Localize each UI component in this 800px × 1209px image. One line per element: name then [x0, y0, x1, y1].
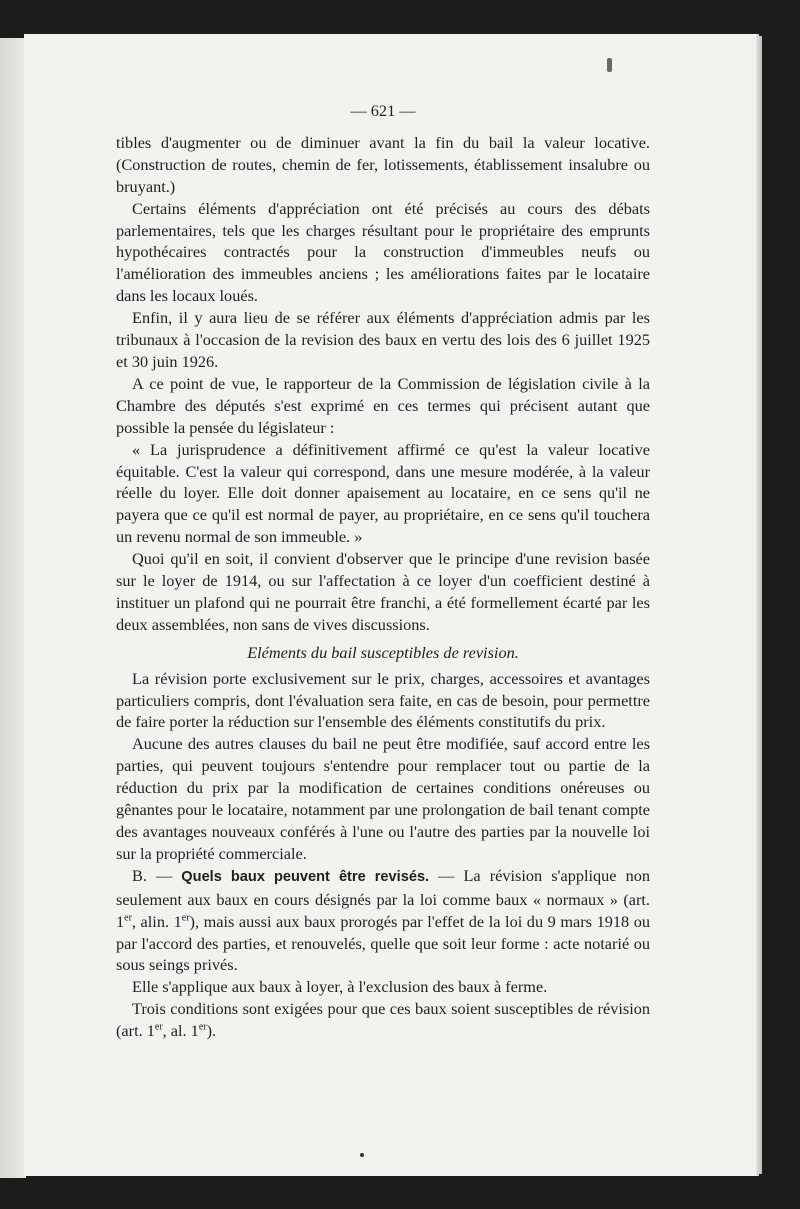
- page-number: — 621 —: [350, 101, 416, 120]
- paragraph: [116, 998, 650, 1042]
- paragraph: A ce point de vue, le rapporteur de la Commission de législation civile à la Chambre des députés s'est exprimé en ces termes qui précisent autant que possible la pensée du législateur :: [116, 373, 650, 437]
- paragraph: La révision porte exclusivement sur le prix, charges, accessoires et avantages particuliers compris, dont l'évaluation sera faite, en cas de besoin, pour permettre de faire porter la réduction sur l'ensemble des éléments constitutifs du prix.: [116, 668, 650, 732]
- ink-mark: [607, 58, 612, 72]
- superscript: er: [124, 912, 132, 924]
- text-run: Trois conditions sont exigées pour que ces baux soient susceptibles de révision (art. 1: [116, 999, 650, 1041]
- section-b-heading: Quels baux peuvent être revisés.: [181, 868, 430, 885]
- ink-dot: [360, 1153, 364, 1157]
- paragraph: Aucune des autres clauses du bail ne peut être modifiée, sauf accord entre les parties, qui peuvent toujours s'entendre pour remplacer tout ou partie de la réduction du prix par la modification de certaines conditions onéreuses ou gênantes pour le locataire, notamment par une prolongation de bail tenant compte des avantages nouveaux conférés à l'une ou l'autre des parties par la nouvelle loi sur la propriété commerciale.: [116, 734, 650, 863]
- page-text: [116, 100, 650, 1042]
- text-run: ), mais aussi aux baux prorogés par l'effet de la loi du 9 mars 1918 ou par l'accord des parties, et renouvelés, quelle que soit leur forme : acte notarié ou sous seings privés.: [116, 911, 650, 975]
- superscript: er: [198, 1021, 207, 1033]
- quoted-paragraph: « La jurisprudence a définitivement affirmé ce qu'est la valeur locative équitable. C'est la valeur qui correspond, dans une mesure modérée, à la valeur réelle du loyer. Elle doit donner apaisement au locataire, en ce sens qu'il ne payera que ce qu'il est normal de payer, au propriétaire, en ce sens qu'il touchera un revenu normal de son immeuble. »: [116, 439, 650, 547]
- text-run: ).: [206, 1021, 217, 1041]
- paragraph: Quoi qu'il en soit, il convient d'observer que le principe d'une revision basée sur le loyer de 1914, ou sur l'affectation à ce loyer d'un coefficient destiné à instituer un plafond qui ne pourrait être franchi, a été formellement écarté par les deux assemblées, non sans de vives discussions.: [116, 549, 650, 634]
- superscript: er: [154, 1021, 163, 1033]
- section-heading: Eléments du bail susceptibles de revision.: [247, 642, 519, 662]
- text-run: — La révision s'applique non seulement aux baux en cours désignés par la loi comme baux « normaux » (art. 1: [116, 865, 650, 931]
- section-letter: B. —: [132, 865, 182, 885]
- paragraph: Enfin, il y aura lieu de se référer aux éléments d'appréciation admis par les tribunaux à l'occasion de la revision des baux en vertu des lois des 6 juillet 1925 et 30 juin 1926.: [116, 308, 650, 371]
- page-stack-edge: [756, 36, 762, 1174]
- text-run: , al. 1: [162, 1021, 199, 1041]
- paragraph: tibles d'augmenter ou de diminuer avant la fin du bail la valeur locative. (Construction de routes, chemin de fer, lotissements, établissement insalubre ou bruyant.): [116, 132, 650, 196]
- paragraph: Certains éléments d'appréciation ont été précisés au cours des débats parlementaires, tels que les charges résultant pour le propriétaire des emprunts hypothécaires contractés pour la construction d'immeubles neufs ou l'amélioration des immeubles anciens ; les améliorations faites par le locataire dans les locaux loués.: [116, 198, 650, 306]
- paragraph: Elle s'applique aux baux à loyer, à l'exclusion des baux à ferme.: [132, 977, 548, 997]
- text-run: , alin. 1: [131, 911, 182, 931]
- superscript: er: [181, 912, 190, 924]
- paragraph-section-b: [116, 865, 650, 977]
- adjacent-page-edge: [0, 38, 26, 1178]
